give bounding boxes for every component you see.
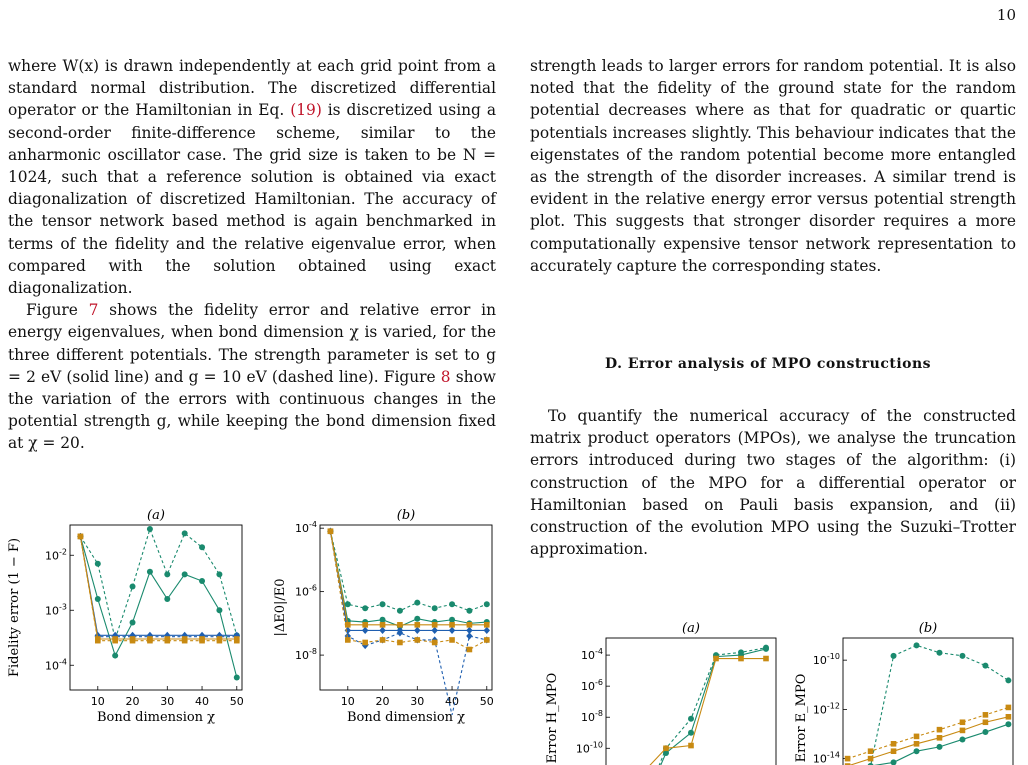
series-2 xyxy=(616,656,769,765)
y-tick-label: $10^{-8}$ xyxy=(295,647,317,663)
data-point xyxy=(380,622,386,628)
data-point xyxy=(112,638,118,644)
data-point xyxy=(763,656,769,662)
section-heading: D. Error analysis of MPO constructions xyxy=(604,356,932,372)
data-point xyxy=(147,526,153,532)
data-point xyxy=(130,619,136,625)
data-point xyxy=(130,638,136,644)
figure-link[interactable]: 8 xyxy=(440,367,451,386)
data-point xyxy=(484,627,490,634)
data-point xyxy=(397,640,403,646)
x-tick-label: 40 xyxy=(445,695,460,708)
data-point xyxy=(431,627,437,634)
data-point xyxy=(1005,677,1011,683)
data-point xyxy=(397,608,403,614)
series-4 xyxy=(78,534,240,642)
hmpo-error-chart xyxy=(540,620,785,765)
data-point xyxy=(982,729,988,735)
data-point xyxy=(234,674,240,680)
x-tick-label: 30 xyxy=(410,695,425,708)
data-point xyxy=(345,637,351,643)
data-point xyxy=(982,663,988,669)
series-0 xyxy=(77,533,239,680)
data-point xyxy=(663,745,669,751)
data-point xyxy=(868,756,874,762)
y-tick-label: $10^{-6}$ xyxy=(581,678,603,694)
data-point xyxy=(164,571,170,577)
data-point xyxy=(414,616,420,622)
data-point xyxy=(182,638,188,644)
data-point xyxy=(199,578,205,584)
y-tick-label: $10^{-2}$ xyxy=(45,547,67,563)
y-tick-label: $10^{-10}$ xyxy=(575,740,603,756)
data-point xyxy=(199,544,205,550)
data-point xyxy=(713,656,719,662)
series-line xyxy=(330,531,486,649)
paragraph: Figure 7 shows the fidelity error and relative error in energy eigenvalues, when bond dimension χ is varied, for the three different potentials. The strength parameter is set to g = 2 eV (solid line) and g = 10 eV (dashed line). Figure 8 show the variation of the errors with continuous changes in the potential strength g, while keeping the bond dimension fixed at χ = 20. xyxy=(8,301,496,453)
data-point xyxy=(216,607,222,613)
data-point xyxy=(216,571,222,577)
data-point xyxy=(449,637,455,643)
data-point xyxy=(891,653,897,659)
panel-label: (a) xyxy=(147,508,165,523)
data-point xyxy=(484,622,490,628)
paragraph: where W(x) is drawn independently at each grid point from a standard normal distribution. The discretized differential operator or the Hamiltonian in Eq. (19) is discretized using a second-order finite-difference scheme, similar to the anharmonic oscillator case. The grid size is taken to be N = 1024, such that a reference solution is obtained via exact diagonalization of discretized Hamiltonian. The accuracy of the tensor network based method is again benchmarked in terms of the fidelity and the relative eigenvalue error, when compared with the solution obtained using exact diagonalization. xyxy=(8,57,496,298)
series-1 xyxy=(327,528,489,613)
x-axis-label: Bond dimension χ xyxy=(346,710,466,725)
data-point xyxy=(362,640,368,646)
equation-link[interactable]: (19) xyxy=(290,101,322,120)
paragraph: strength leads to larger errors for random potential. It is also noted that the fidelity of the ground state for the random potential decreases where as that for quadratic or quartic potentials increases slightly. This behaviour indicates that the eigenstates of the random potential become more entangled as the strength of the disorder increases. A similar trend is evident in the relative energy error versus potential strength plot. This suggests that stronger disorder requires a more computationally expensive tensor network representation to accurately capture the corresponding states. xyxy=(530,57,1016,275)
data-point xyxy=(891,748,897,754)
data-point xyxy=(182,571,188,577)
y-axis-label: Error E_MPO xyxy=(794,673,809,763)
panel-label: (b) xyxy=(396,508,416,523)
fidelity-error-chart xyxy=(0,498,260,765)
x-axis-label: Bond dimension χ xyxy=(96,710,216,725)
data-point xyxy=(960,728,966,734)
data-point xyxy=(164,638,170,644)
series-line xyxy=(616,659,766,765)
data-point xyxy=(688,716,694,722)
data-point xyxy=(1006,705,1012,711)
data-point xyxy=(936,744,942,750)
series-5 xyxy=(78,534,240,644)
data-point xyxy=(845,756,851,762)
series-4 xyxy=(328,528,490,627)
y-tick-label: $10^{-4}$ xyxy=(45,657,67,673)
data-point xyxy=(891,759,897,765)
plot-frame xyxy=(320,525,492,690)
data-point xyxy=(362,605,368,611)
data-point xyxy=(217,638,223,644)
paragraph: To quantify the numerical accuracy of the constructed matrix product operators (MPOs), we analyse the truncation errors introduced during two stages of the algorithm: (i) construction of the MPO for a differential operator or Hamiltonian based on Pauli basis expansion, and (ii) construction of the evolution MPO using the Suzuki–Trotter approximation. xyxy=(530,407,1016,559)
data-point xyxy=(936,650,942,656)
series-1 xyxy=(845,642,1012,765)
data-point xyxy=(362,627,368,634)
x-tick-label: 20 xyxy=(125,695,140,708)
data-point xyxy=(959,653,965,659)
data-point xyxy=(868,748,874,754)
left-column xyxy=(8,55,496,455)
data-point xyxy=(983,712,989,718)
data-point xyxy=(914,734,920,740)
data-point xyxy=(112,653,118,659)
y-tick-label: $10^{-12}$ xyxy=(812,701,840,717)
data-point xyxy=(414,600,420,606)
figure-link[interactable]: 7 xyxy=(88,301,99,320)
data-point xyxy=(1006,714,1012,720)
energy-error-chart xyxy=(262,498,502,765)
series-line xyxy=(330,531,486,626)
y-tick-label: $10^{-8}$ xyxy=(581,709,603,725)
data-point xyxy=(130,584,136,590)
data-point xyxy=(328,528,334,534)
x-tick-label: 30 xyxy=(160,695,175,708)
data-point xyxy=(380,637,386,643)
data-point xyxy=(147,569,153,575)
data-point xyxy=(738,649,744,655)
series-line xyxy=(330,531,486,630)
data-point xyxy=(914,748,920,754)
data-point xyxy=(78,534,84,540)
series-0 xyxy=(327,528,489,629)
data-point xyxy=(983,719,989,725)
data-point xyxy=(147,638,153,644)
empo-error-chart xyxy=(785,620,1025,765)
series-line xyxy=(80,529,236,639)
series-5 xyxy=(328,528,490,652)
data-point xyxy=(449,601,455,607)
x-tick-label: 10 xyxy=(340,695,355,708)
series-line xyxy=(80,536,236,677)
y-tick-label: $10^{-14}$ xyxy=(812,750,840,765)
plot-frame xyxy=(843,638,1013,765)
y-tick-label: $10^{-3}$ xyxy=(45,602,67,618)
data-point xyxy=(432,622,438,628)
data-point xyxy=(484,637,490,643)
data-point xyxy=(234,638,240,644)
data-point xyxy=(95,561,101,567)
data-point xyxy=(414,622,420,628)
data-point xyxy=(362,622,368,628)
data-point xyxy=(182,530,188,536)
x-tick-label: 50 xyxy=(229,695,244,708)
series-2 xyxy=(845,714,1011,765)
data-point xyxy=(891,741,897,747)
panel-label: (b) xyxy=(918,621,938,636)
series-1 xyxy=(77,526,239,642)
data-point xyxy=(380,617,386,623)
x-tick-label: 40 xyxy=(195,695,210,708)
y-axis-label: Fidelity error (1 − F) xyxy=(7,537,22,678)
data-point xyxy=(960,719,966,725)
data-point xyxy=(484,601,490,607)
data-point xyxy=(937,727,943,733)
data-point xyxy=(688,743,694,749)
data-point xyxy=(449,627,455,634)
data-point xyxy=(397,622,403,628)
data-point xyxy=(449,617,455,623)
data-point xyxy=(467,647,473,653)
data-point xyxy=(937,735,943,741)
data-point xyxy=(763,645,769,651)
data-point xyxy=(467,622,473,628)
data-point xyxy=(432,640,438,646)
data-point xyxy=(379,627,385,634)
y-axis-label: Error H_MPO xyxy=(545,672,560,764)
data-point xyxy=(95,596,101,602)
y-axis-label: |ΔE0|/E0 xyxy=(273,578,288,637)
data-point xyxy=(380,601,386,607)
plot-frame xyxy=(70,525,242,690)
data-point xyxy=(1005,721,1011,727)
data-point xyxy=(688,730,694,736)
right-column-lower xyxy=(530,405,1016,560)
data-point xyxy=(449,622,455,628)
data-point xyxy=(914,642,920,648)
data-point xyxy=(914,741,920,747)
data-point xyxy=(466,632,472,639)
series-3 xyxy=(77,533,240,641)
data-point xyxy=(414,637,420,643)
y-tick-label: $10^{-6}$ xyxy=(295,583,317,599)
series-line xyxy=(330,531,486,625)
data-point xyxy=(345,601,351,607)
series-2 xyxy=(327,528,490,634)
data-point xyxy=(466,608,472,614)
data-point xyxy=(432,605,438,611)
data-point xyxy=(199,638,205,644)
x-tick-label: 20 xyxy=(375,695,390,708)
data-point xyxy=(414,627,420,634)
data-point xyxy=(738,656,744,662)
y-tick-label: $10^{-4}$ xyxy=(295,520,317,536)
x-tick-label: 10 xyxy=(90,695,105,708)
data-point xyxy=(164,596,170,602)
page-number: 10 xyxy=(996,6,1016,24)
x-tick-label: 50 xyxy=(479,695,494,708)
y-tick-label: $10^{-10}$ xyxy=(812,652,840,668)
data-point xyxy=(959,736,965,742)
right-column xyxy=(530,55,1016,277)
data-point xyxy=(95,638,101,644)
panel-label: (a) xyxy=(682,621,700,636)
y-tick-label: $10^{-4}$ xyxy=(581,647,603,663)
series-line xyxy=(330,531,486,610)
